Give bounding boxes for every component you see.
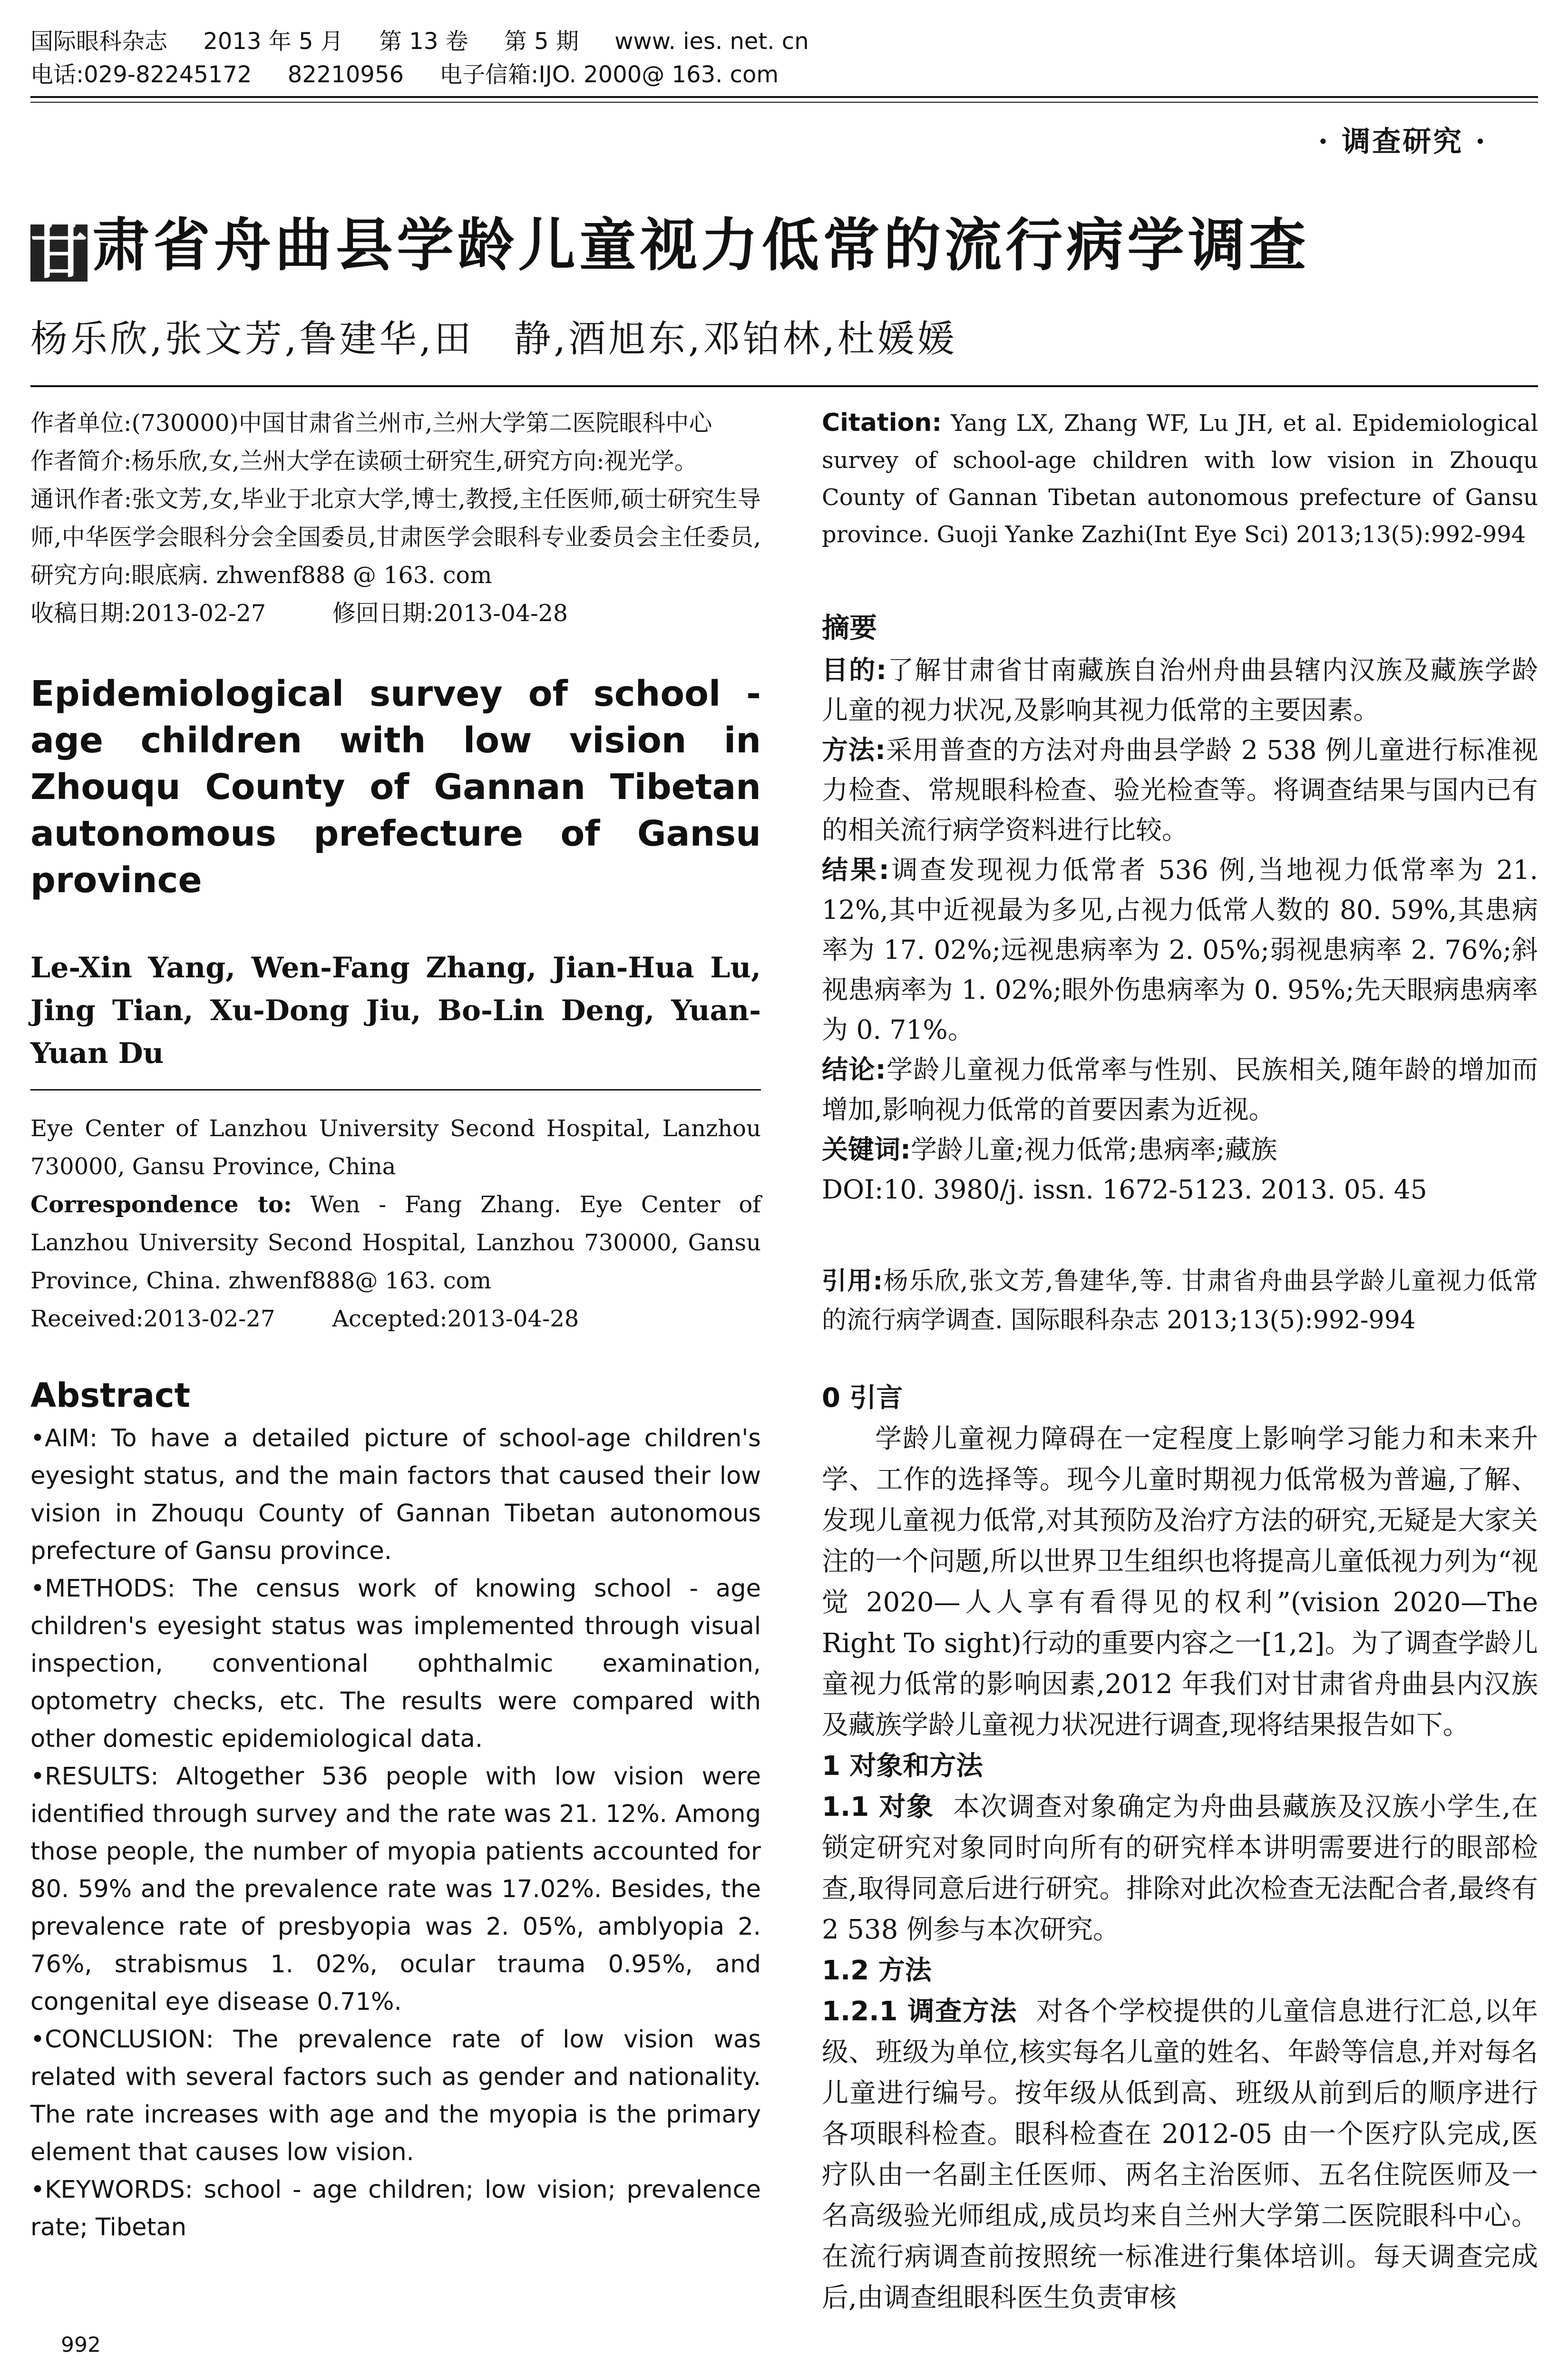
author-intro: 作者简介:杨乐欣,女,兰州大学在读硕士研究生,研究方向:视光学。	[30, 448, 698, 475]
section-1-1	[822, 1787, 1538, 1950]
section-1-2-1-text: 对各个学校提供的儿童信息进行汇总,以年级、班级为单位,核实每名儿童的姓名、年龄等信息,并对每名儿童进行编号。按年级从低到高、班级从前到后的顺序进行各项眼科检查。眼科检查在 2012-05 由一个医疗队完成,医疗队由一名副主任医师、两名主治医师、五名住院医师及一名高级验光师组成,成员均来自兰州大学第二医院眼科中心。在流行病调查前按照统一标准进行集体培训。每天调查完成后,由调查组眼科医生负责审核	[822, 1996, 1538, 2313]
abstract-conclusion	[30, 2021, 761, 2171]
citation-text: Yang LX, Zhang WF, Lu JH, et al. Epidemiological survey of school-age children with low vision in Zhouqu County of Gannan Tibetan autonomous prefecture of Gansu province. Guoji Yanke Zazhi(Int Eye Sci) 2013;13(5):992-994	[822, 410, 1538, 548]
citation-cn	[822, 1262, 1538, 1340]
zh-aim	[822, 650, 1538, 730]
zh-citation-text: 杨乐欣,张文芳,鲁建华,等. 甘肃省舟曲县学龄儿童视力低常的流行病学调查. 国际眼科杂志 2013;13(5):992-994	[822, 1267, 1538, 1335]
conclusion-text: The prevalence rate of low vision was related with several factors such as gender and nationality. The rate increases with age and the myopia is the primary element that causes low vision.	[30, 2026, 761, 2166]
citation-label: Citation:	[822, 409, 942, 437]
section-1-2-1	[822, 1991, 1538, 2319]
section-1-2-1-label: 1.2.1 调查方法	[822, 1996, 1018, 2027]
title-drop-cap: 甘	[30, 219, 91, 286]
keywords-label: • KEYWORDS:	[30, 2176, 193, 2204]
abstract-methods	[30, 1570, 761, 1758]
right-column	[822, 404, 1538, 2319]
abstract-keywords	[30, 2171, 761, 2246]
section-1-heading: 1 对象和方法	[822, 1751, 983, 1782]
journal-name: 国际眼科杂志	[30, 28, 168, 55]
zh-methods-label: 方法:	[822, 735, 886, 765]
chinese-abstract	[822, 650, 1538, 1209]
issue-number: 第 5 期	[504, 28, 579, 55]
section-1-1-label: 1.1 对象	[822, 1792, 934, 1822]
english-correspondence	[30, 1186, 761, 1300]
intro-heading: 0 引言	[822, 1383, 903, 1413]
article-title	[30, 200, 1310, 286]
section-1-1-text: 本次调查对象确定为舟曲县藏族及汉族小学生,在锁定研究对象同时向所有的研究样本讲明需要进行的眼部检查,取得同意后进行研究。排除对此次检查无法配合者,最终有 2 538 例参与本次研究。	[822, 1792, 1538, 1945]
email: 电子信箱:IJO. 2000@ 163. com	[439, 61, 779, 88]
title-rule	[30, 385, 1538, 387]
abstract-results	[30, 1758, 761, 2021]
issue-date: 2013 年 5 月	[203, 28, 343, 55]
running-header	[30, 25, 1538, 91]
english-title: Epidemiological survey of school - age children with low vision in Zhouqu County of Gannan Tibetan autonomous prefecture of Gansu province	[30, 673, 761, 901]
methods-label: • METHODS:	[30, 1575, 175, 1603]
zh-aim-text: 了解甘肃省甘南藏族自治州舟曲县辖内汉族及藏族学龄儿童的视力状况,及影响其视力低常的主要因素。	[822, 655, 1538, 725]
phone-2: 82210956	[287, 61, 404, 88]
section-1-2-heading: 1.2 方法	[822, 1955, 932, 1986]
header-rule-thin	[30, 102, 1538, 103]
zh-aim-label: 目的:	[822, 655, 887, 685]
correspondence-text: Wen - Fang Zhang. Eye Center of Lanzhou University Second Hospital, Lanzhou 730000, Gansu Province, China. zhwenf888@ 163. com	[30, 1191, 761, 1294]
website: www. ies. net. cn	[614, 28, 809, 55]
zh-citation-label: 引用:	[822, 1267, 883, 1296]
page-number: 992	[61, 2333, 101, 2357]
zh-results	[822, 850, 1538, 1050]
title-text: 肃省舟曲县学龄儿童视力低常的流行病学调查	[92, 212, 1310, 279]
zh-keywords	[822, 1130, 1538, 1169]
english-dates	[30, 1300, 761, 1338]
aim-label: • AIM:	[30, 1424, 97, 1452]
zh-results-label: 结果:	[822, 855, 889, 885]
results-text: Altogether 536 people with low vision were identified through survey and the rate was 21. 12%. Among those people, the number of myopia patients accounted for 80. 59% and the prevalence rate was 17.02%. Besides, the prevalence rate of presbyopia was 2. 05%, amblyopia 2. 76%, strabismus 1. 02%, ocular trauma 0.95%, and congenital eye disease 0.71%.	[30, 1763, 761, 2016]
zh-conclusion-text: 学龄儿童视力低常率与性别、民族相关,随年龄的增加而增加,影响视力低常的首要因素为近视。	[822, 1054, 1538, 1125]
zh-abstract-heading: 摘要	[822, 612, 877, 644]
authors-chinese: 杨乐欣,张文芳,鲁建华,田 静,酒旭东,邓铂林,杜媛媛	[30, 318, 957, 360]
author-notes	[30, 404, 761, 633]
volume: 第 13 卷	[379, 28, 468, 55]
correspondence-cn: 通讯作者:张文芳,女,毕业于北京大学,博士,教授,主任医师,硕士研究生导师,中华医学会眼科分会全国委员,甘肃医学会眼科专业委员会主任委员,研究方向:眼底病. zhwenf888 @ 163. com	[30, 486, 761, 589]
zh-conclusion	[822, 1050, 1538, 1130]
english-affiliation: Eye Center of Lanzhou University Second Hospital, Lanzhou 730000, Gansu Province, China	[30, 1115, 761, 1180]
zh-results-text: 调查发现视力低常者 536 例,当地视力低常率为 21. 12%,其中近视最为多见,占视力低常人数的 80. 59%,其患病率为 17. 02%;远视患病率为 2. 05%;弱视患病率 2. 76%;斜视患病率为 1. 02%;眼外伤患病率为 0. 95%;先天眼病患病率为 0. 71%。	[822, 855, 1538, 1045]
zh-methods-text: 采用普查的方法对舟曲县学龄 2 538 例儿童进行标准视力检查、常规眼科检查、验光检查等。将调查结果与国内已有的相关流行病学资料进行比较。	[822, 735, 1539, 845]
dates-cn	[30, 594, 761, 633]
zh-methods	[822, 730, 1538, 850]
header-line-2	[30, 58, 1538, 91]
received-date: 收稿日期:2013-02-27	[30, 600, 266, 627]
correspondence-label: Correspondence to:	[30, 1191, 292, 1218]
abstract-heading: Abstract	[30, 1376, 191, 1415]
header-rule	[30, 96, 1538, 98]
zh-keywords-label: 关键词:	[822, 1134, 911, 1165]
received-en: Received:2013-02-27	[30, 1305, 275, 1332]
accepted-en: Accepted:2013-04-28	[332, 1305, 579, 1332]
section-tag: · 调查研究 ·	[1318, 125, 1487, 158]
abstract-aim	[30, 1420, 761, 1570]
conclusion-label: • CONCLUSION:	[30, 2026, 214, 2054]
intro-paragraph: 学龄儿童视力障碍在一定程度上影响学习能力和未来升学、工作的选择等。现今儿童时期视力低常极为普遍,了解、发现儿童视力低常,对其预防及治疗方法的研究,无疑是大家关注的一个问题,所以世界卫生组织也将提高儿童低视力列为“视觉 2020—人人享有看得见的权利”(vision 2020—The Right To sight)行动的重要内容之一[1,2]。为了调查学龄儿童视力低常的影响因素,2012 年我们对甘肃省舟曲县内汉族及藏族学龄儿童视力状况进行调查,现将结果报告如下。	[822, 1423, 1538, 1741]
methods-text: The census work of knowing school - age children's eyesight status was implemented through visual inspection, conventional ophthalmic examination, optometry checks, etc. The results were compared with other domestic epidemiological data.	[30, 1575, 761, 1753]
citation-en	[822, 404, 1538, 553]
zh-conclusion-label: 结论:	[822, 1054, 886, 1085]
affiliation: 作者单位:(730000)中国甘肃省兰州市,兰州大学第二医院眼科中心	[30, 409, 712, 437]
revised-date: 修回日期:2013-04-28	[332, 600, 568, 627]
doi: DOI:10. 3980/j. issn. 1672-5123. 2013. 05. 45	[822, 1174, 1427, 1205]
english-authors: Le-Xin Yang, Wen-Fang Zhang, Jian-Hua Lu, Jing Tian, Xu-Dong Jiu, Bo-Lin Deng, Yuan-Yuan Du	[30, 951, 761, 1070]
keywords-text: school - age children; low vision; prevalence rate; Tibetan	[30, 2176, 761, 2241]
zh-keywords-text: 学龄儿童;视力低常;患病率;藏族	[911, 1134, 1277, 1165]
phone: 电话:029-82245172	[30, 61, 252, 88]
english-abstract	[30, 1420, 761, 2246]
aim-text: To have a detailed picture of school-age children's eyesight status, and the main factors that caused their low vision in Zhouqu County of Gannan Tibetan autonomous prefecture of Gansu province.	[30, 1424, 761, 1565]
results-label: • RESULTS:	[30, 1763, 159, 1791]
header-line-1	[30, 25, 1538, 58]
left-column	[30, 404, 761, 2246]
english-affiliation-block	[30, 1110, 761, 1338]
english-authors-rule	[30, 1089, 761, 1091]
